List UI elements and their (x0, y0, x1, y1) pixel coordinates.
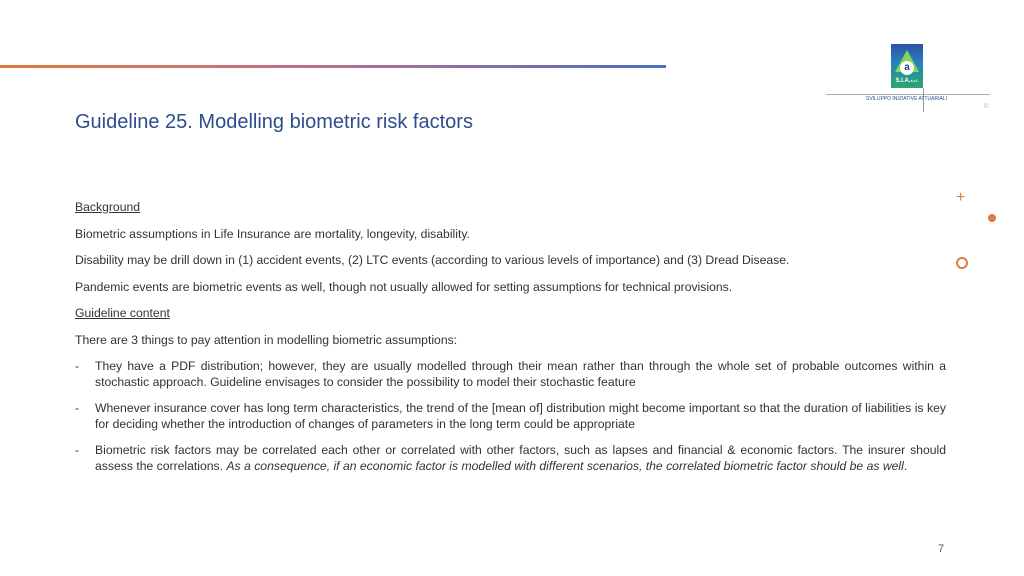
background-line: Biometric assumptions in Life Insurance are mortality, longevity, disability. (75, 226, 470, 241)
plus-decoration-icon: + (956, 189, 966, 206)
logo-acronym: S.I.A.s.r.l. (895, 78, 919, 84)
logo-divider (826, 94, 990, 95)
bullet-item (75, 358, 946, 390)
background-heading: Background (75, 200, 141, 214)
dot-decoration-icon (988, 214, 996, 222)
header-gradient-rule (0, 65, 666, 68)
bullet-marker: - (75, 359, 80, 373)
logo-letter: a (900, 61, 914, 75)
guideline-intro: There are 3 things to pay attention in modelling biometric assumptions: (75, 332, 458, 347)
bullet-text: They have a PDF distribution; however, they are usually modelled through their mean rather than through the whole set of probable outcomes within a stochastic approach. Guideline envisages to consider the possibility to model their stochastic feature (95, 359, 946, 389)
ring-decoration-icon (956, 257, 968, 269)
slide-title: Guideline 25. Modelling biometric risk factors (75, 111, 473, 134)
bullet-item (75, 442, 946, 474)
logo-company-name: SVILUPPO INIZIATIVE ATTUARIALI (866, 96, 947, 102)
bullet-text: Biometric risk factors may be correlated each other or correlated with other factors, such as lapses and financial & economic factors. The insurer should assess the correlations. As a consequence, if an economic factor is modelled with different scenarios, the correlated biometric factor should be as well. (95, 443, 946, 473)
background-line: Pandemic events are biometric events as well, though not usually allowed for setting assumptions for technical provisions. (75, 279, 733, 294)
bullet-marker: - (75, 401, 80, 415)
bullet-item (75, 400, 946, 432)
background-line: Disability may be drill down in (1) accident events, (2) LTC events (according to various levels of importance) and (3) Dread Disease. (75, 253, 790, 267)
bullet-emphasis: As a consequence, if an economic factor is modelled with different scenarios, the correlated biometric factor should be as well (226, 459, 904, 473)
logo-emblem (891, 44, 923, 88)
company-logo (826, 42, 990, 116)
slide-body (75, 199, 946, 484)
logo-trademark: © (984, 104, 989, 110)
guideline-heading: Guideline content (75, 306, 170, 320)
bullet-text: Whenever insurance cover has long term characteristics, the trend of the [mean of] distribution might become important so that the duration of liabilities is key for deciding whether the introduction of changes of parameters in the long term could be appropriate (95, 401, 946, 431)
page-number: 7 (938, 543, 945, 555)
bullet-marker: - (75, 443, 80, 457)
